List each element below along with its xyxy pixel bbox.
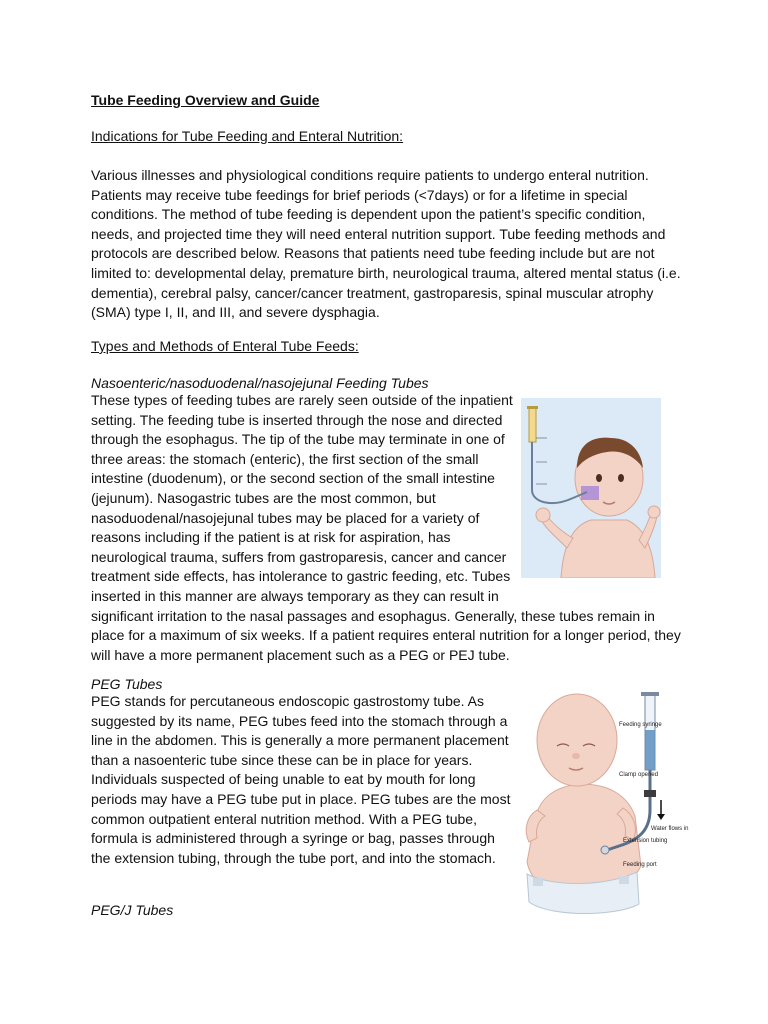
paragraph-line: nasoduodenal/nasojejunal tubes may be placed for a variety of <box>91 509 480 526</box>
syringe-barrel <box>529 408 536 442</box>
paragraph-line: than a nasoenteric tube since these can be in place for years. <box>91 751 473 768</box>
clamp-icon <box>644 790 656 797</box>
paragraph-line: three areas: the stomach (enteric), the first section of the small <box>91 450 479 467</box>
paragraph-line: Individuals suspected of being unable to eat by mouth for long <box>91 771 476 788</box>
syringe-flange <box>527 406 538 409</box>
paragraph-line: suggested by its name, PEG tubes feed into the stomach through a <box>91 712 508 729</box>
figure-label: Feeding port <box>623 862 657 868</box>
paragraph-line: setting. The feeding tube is inserted through the nose and directed <box>91 411 503 428</box>
infant-head <box>537 694 617 786</box>
paragraph-line: reasons including if the patient is at risk for aspiration, has <box>91 529 451 546</box>
paragraph-line: line in the abdomen. This is generally a more permanent placement <box>91 732 509 749</box>
infant-eye-left <box>596 474 602 482</box>
diaper-tab <box>533 878 543 886</box>
paragraph-line: dementia), cerebral palsy, cancer/cancer treatment, gastroparesis, spinal muscular atrophy <box>91 284 654 301</box>
paragraph-line: through the esophagus. The tip of the tube may terminate in one of <box>91 431 505 448</box>
paragraph-line: inserted in this manner are always temporary as they can result in <box>91 587 499 604</box>
paragraph-line: Various illnesses and physiological conditions require patients to undergo enteral nutrition. <box>91 167 649 183</box>
peg-paragraph <box>91 692 510 868</box>
document-title: Tube Feeding Overview and Guide <box>91 92 320 108</box>
types-heading: Types and Methods of Enteral Tube Feeds: <box>91 338 359 354</box>
paragraph-line: These types of feeding tubes are rarely seen outside of the inpatient <box>91 392 513 408</box>
figure-label: Clamp opened <box>619 772 659 778</box>
paragraph-line: conditions. The method of tube feeding is dependent upon the patient’s specific condition, <box>91 206 646 223</box>
paragraph-line: limited to: developmental delay, premature birth, neurological trauma, altered mental status (i.e. <box>91 264 681 281</box>
paragraph-line: PEG stands for percutaneous endoscopic gastrostomy tube. As <box>91 693 484 709</box>
paragraph-line: needs, and projected time they will need enteral nutrition support. Tube feeding methods and <box>91 225 666 242</box>
diaper-tab <box>619 876 629 884</box>
paragraph-line: (SMA) type I, II, and III, and severe dysphagia. <box>91 304 380 321</box>
infant-ng-tube-drawing <box>521 398 661 578</box>
indications-paragraph <box>91 166 681 323</box>
nasoenteric-subheading: Nasoenteric/nasoduodenal/nasojejunal Feeding Tubes <box>91 375 429 391</box>
paragraph-line: formula is administered through a syringe or bag, passes through <box>91 830 495 847</box>
infant-nose <box>572 753 580 759</box>
paragraph-line: treatment side effects, has intolerance to gastric feeding, etc. Tubes <box>91 568 511 585</box>
paragraph-line: periods may have a PEG tube put in place. PEG tubes are the most <box>91 790 511 807</box>
peg-tube-illustration <box>519 690 689 918</box>
figure-label: Feeding syringe <box>619 722 662 728</box>
infant-peg-tube-drawing <box>519 690 689 918</box>
infant-eye-right <box>618 474 624 482</box>
peg-subheading: PEG Tubes <box>91 676 163 692</box>
pegj-subheading: PEG/J Tubes <box>91 902 174 918</box>
paragraph-line: common outpatient enteral nutrition method. With a PEG tube, <box>91 810 477 827</box>
paragraph-line: place for a maximum of six weeks. If a patient requires enteral nutrition for a longer period, they <box>91 627 681 644</box>
arrow-head-icon <box>657 814 665 820</box>
paragraph-line: will have a more permanent placement such as a PEG or PEJ tube. <box>91 646 510 663</box>
infant-left-hand <box>536 508 550 522</box>
paragraph-line: significant irritation to the nasal passages and esophagus. Generally, these tubes remain in <box>91 607 655 624</box>
indications-heading: Indications for Tube Feeding and Enteral Nutrition: <box>91 128 404 144</box>
feeding-port <box>601 846 609 854</box>
figure-label: Extension tubing <box>623 838 668 844</box>
paragraph-line: the extension tubing, through the tube port, and into the stomach. <box>91 849 496 866</box>
paragraph-line: intestine (duodenum), or the second section of the small intestine <box>91 470 495 487</box>
paragraph-line: (jejunum). Nasogastric tubes are the most common, but <box>91 489 436 506</box>
figure-label: Water flows in <box>651 826 689 832</box>
syringe-flange <box>641 692 659 696</box>
paragraph-line: protocols are described below. Reasons that patients need tube feeding include but are not <box>91 245 655 262</box>
nasogastric-tube-illustration <box>521 398 661 578</box>
syringe-water <box>645 730 655 770</box>
infant-right-hand <box>648 506 660 518</box>
paragraph-line: neurological trauma, suffers from gastroparesis, cancer and cancer <box>91 548 507 565</box>
paragraph-line: Patients may receive tube feedings for brief periods (<7days) or for a lifetime in special <box>91 186 628 203</box>
